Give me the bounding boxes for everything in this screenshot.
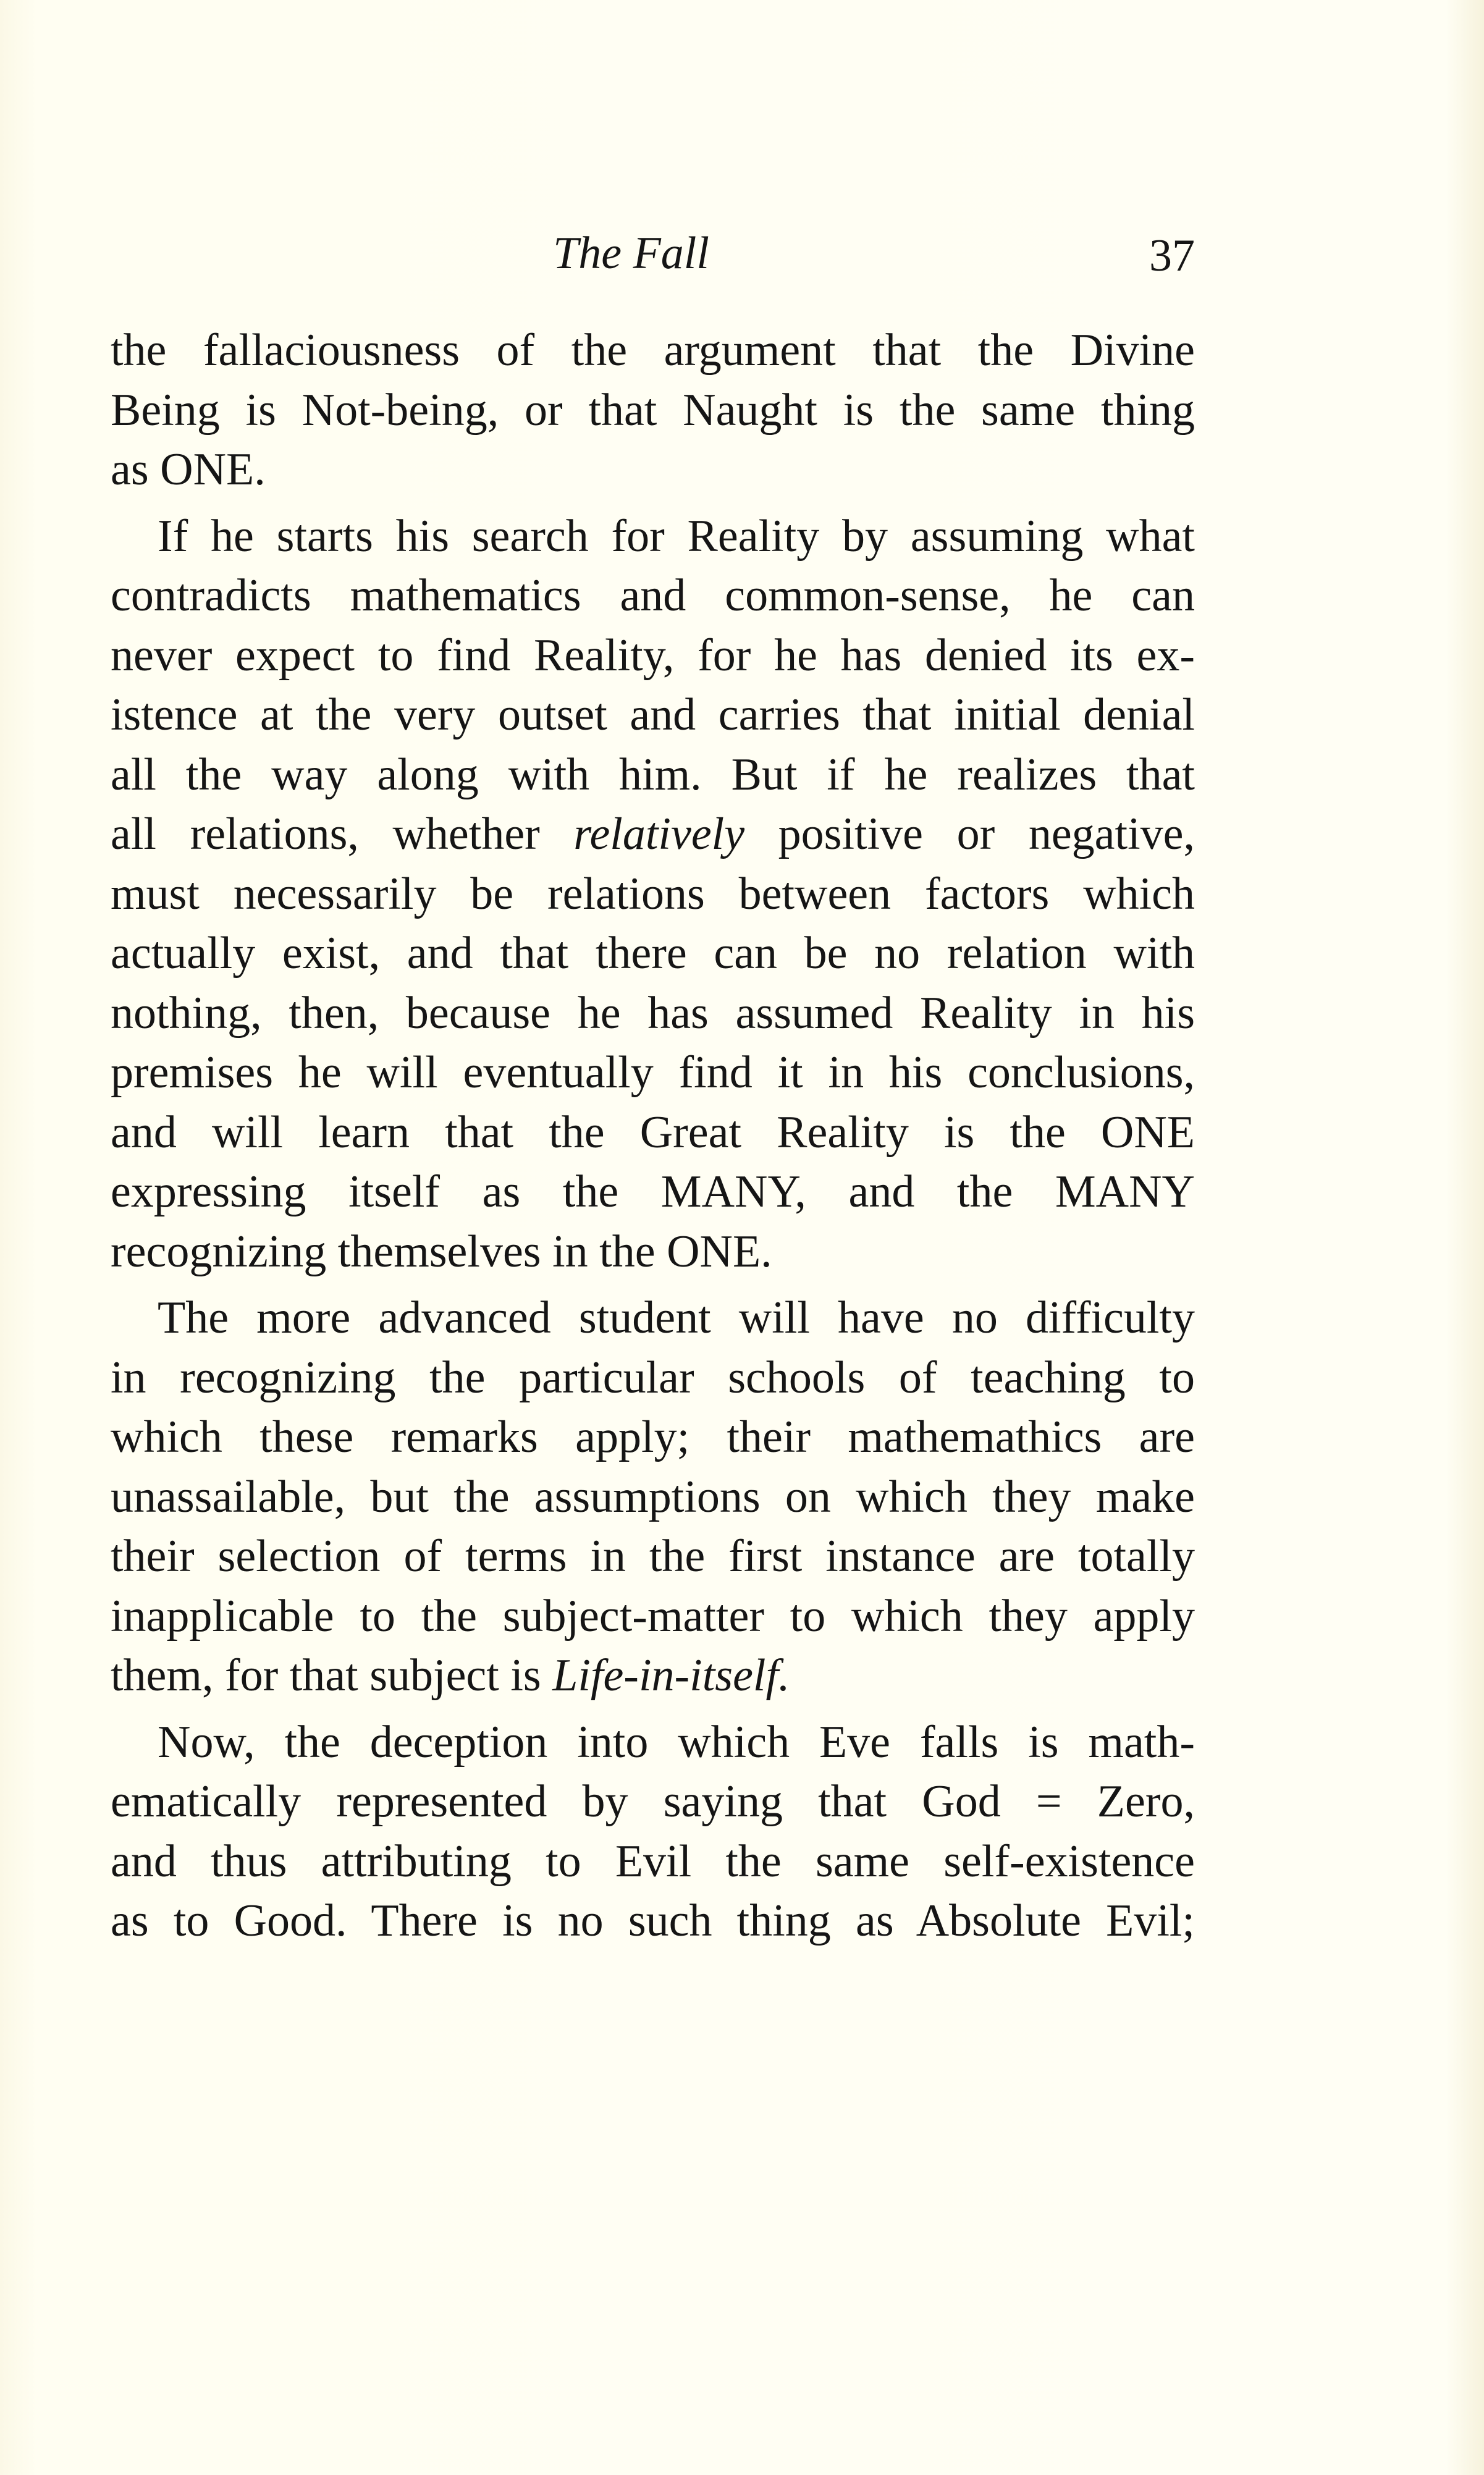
text-segment: all relations, whether bbox=[111, 809, 574, 859]
text-segment: which these remarks apply; their mathemathics are bbox=[111, 1412, 1195, 1462]
text-line bbox=[111, 864, 1195, 924]
text-line bbox=[111, 924, 1195, 984]
text-segment: the fallaciousness of the argument that the Divine bbox=[111, 325, 1195, 376]
text-segment: istence at the very outset and carries that initial denial bbox=[111, 689, 1195, 740]
running-head bbox=[111, 216, 1195, 290]
text-line bbox=[111, 626, 1195, 686]
text-segment: premises he will eventually find it in his conclusions, bbox=[111, 1047, 1195, 1098]
text-segment: expressing itself as the MANY, and the MANY bbox=[111, 1166, 1195, 1217]
running-head-title: The Fall bbox=[553, 228, 709, 279]
text-line bbox=[111, 1407, 1195, 1467]
text-line bbox=[111, 1288, 1195, 1348]
text-segment: must necessarily be relations between factors which bbox=[111, 868, 1195, 919]
paragraph bbox=[111, 321, 1195, 500]
text-segment: all the way along with him. But if he realizes that bbox=[111, 749, 1195, 800]
page-number: 37 bbox=[1149, 230, 1195, 281]
text-segment: ematically represented by saying that God = Zero, bbox=[111, 1776, 1195, 1827]
text-line bbox=[111, 1832, 1195, 1892]
text-line bbox=[111, 566, 1195, 626]
text-line bbox=[111, 507, 1195, 567]
text-segment: and will learn that the Great Reality is the ONE bbox=[111, 1107, 1195, 1158]
paragraph bbox=[111, 507, 1195, 1282]
text-line bbox=[111, 381, 1195, 441]
text-segment: The more advanced student will have no difficulty bbox=[158, 1292, 1195, 1343]
italic-text: Life-in-itself. bbox=[552, 1650, 790, 1701]
paragraph bbox=[111, 1288, 1195, 1706]
text-segment: recognizing themselves in the ONE. bbox=[111, 1226, 772, 1277]
text-line bbox=[111, 1467, 1195, 1527]
text-line bbox=[111, 1222, 1195, 1282]
text-line bbox=[111, 1162, 1195, 1222]
text-segment: positive or negative, bbox=[744, 809, 1195, 859]
italic-text: relatively bbox=[573, 809, 745, 859]
text-segment: unassailable, but the assumptions on which they make bbox=[111, 1471, 1195, 1522]
text-line bbox=[111, 1043, 1195, 1103]
text-segment: Now, the deception into which Eve falls is math- bbox=[158, 1716, 1195, 1768]
text-segment: actually exist, and that there can be no relation with bbox=[111, 928, 1195, 979]
paragraph bbox=[111, 1713, 1195, 1951]
text-segment: If he starts his search for Reality by assuming what bbox=[158, 510, 1195, 562]
text-line bbox=[111, 1891, 1195, 1951]
text-line bbox=[111, 745, 1195, 805]
text-line bbox=[111, 440, 1195, 500]
text-segment: as ONE. bbox=[111, 444, 266, 495]
body-text bbox=[111, 321, 1195, 1958]
text-segment: contradicts mathematics and common-sense, he can bbox=[111, 570, 1195, 621]
text-line bbox=[111, 1772, 1195, 1832]
text-line bbox=[111, 1348, 1195, 1408]
text-line bbox=[111, 685, 1195, 745]
text-segment: Being is Not-being, or that Naught is the same thing bbox=[111, 384, 1195, 436]
text-segment: them, for that subject is bbox=[111, 1650, 553, 1701]
text-line bbox=[111, 1527, 1195, 1587]
text-line bbox=[111, 1587, 1195, 1646]
text-segment: their selection of terms in the first instance are totally bbox=[111, 1531, 1195, 1582]
text-line bbox=[111, 1713, 1195, 1773]
text-line bbox=[111, 984, 1195, 1044]
text-segment: and thus attributing to Evil the same self-existence bbox=[111, 1836, 1195, 1887]
text-segment: inapplicable to the subject-matter to which they apply bbox=[111, 1590, 1195, 1642]
text-segment: nothing, then, because he has assumed Reality in his bbox=[111, 987, 1195, 1039]
text-line bbox=[111, 1646, 1195, 1706]
text-line bbox=[111, 804, 1195, 864]
text-line bbox=[111, 321, 1195, 381]
text-line bbox=[111, 1103, 1195, 1163]
text-segment: as to Good. There is no such thing as Absolute Evil; bbox=[111, 1895, 1195, 1946]
text-segment: never expect to find Reality, for he has denied its ex- bbox=[111, 630, 1195, 681]
text-segment: in recognizing the particular schools of teaching to bbox=[111, 1352, 1195, 1403]
